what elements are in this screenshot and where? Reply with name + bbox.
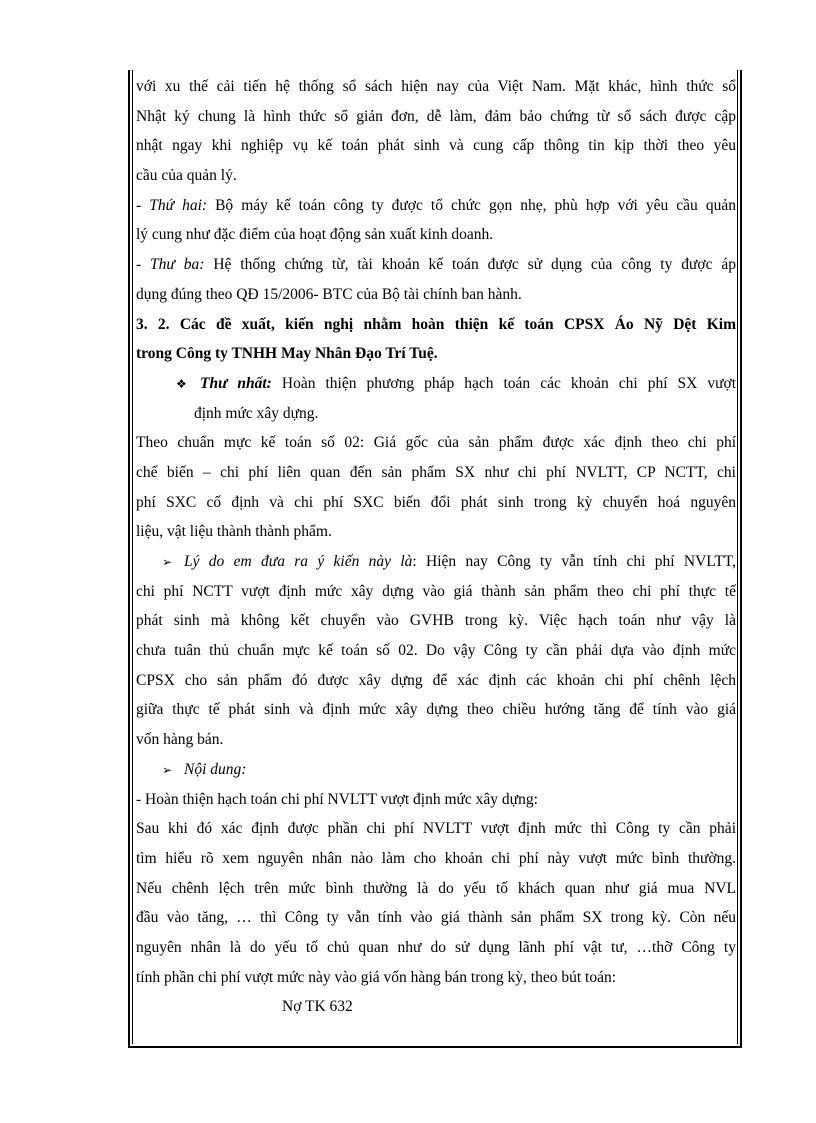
paragraph-line: nguyên nhân là do yếu tố chủ quan như do sử dụng lãnh phí vật tư, …thỡ Công ty — [136, 938, 736, 956]
journal-entry: Nợ TK 632 — [282, 998, 353, 1016]
document-body — [136, 72, 736, 1022]
paragraph-line: chế biến – chi phí liên quan đến sản phẩm SX như chi phí NVLTT, CP NCTT, chi — [136, 463, 736, 481]
section-heading: 3. 2. Các đề xuất, kiến nghị nhằm hoàn thiện kế toán CPSX Áo Nỹ Dệt Kim — [136, 315, 736, 333]
diamond-bullet-icon: ❖ — [176, 376, 187, 391]
paragraph-line: Nhật ký chung là hình thức sổ giản đơn, dễ làm, đảm bảo chứng từ sổ sách được cập — [136, 107, 736, 125]
bullet-line — [136, 547, 736, 577]
paragraph-line — [136, 250, 736, 280]
paragraph-text: Hoàn thiện phương pháp hạch toán các khoản chi phí SX vượt — [281, 374, 736, 392]
label-thu-ba: - Thư ba: — [136, 256, 205, 274]
paragraph-line: với xu thế cải tiến hệ thống sổ sách hiện nay của Việt Nam. Mặt khác, hình thức sổ — [136, 78, 736, 95]
bullet-line — [136, 755, 736, 785]
paragraph-line: giữa thực tế phát sinh và định mức xây dựng theo chiều hướng tăng để tính vào giá — [136, 701, 736, 719]
paragraph-line: chi phí NCTT vượt định mức xây dựng vào giá thành sản phẩm theo chi phí thực tế — [136, 582, 736, 600]
paragraph-line: tính phần chi phí vượt mức này vào giá vốn hàng bán trong kỳ, theo bút toán: — [136, 968, 617, 986]
paragraph-line: phát sinh mà không kết chuyển vào GVHB trong kỳ. Việc hạch toán như vậy là — [136, 612, 736, 630]
paragraph-line: phí SXC cố định và chi phí SXC biến đổi phát sinh trong kỳ chuyển hoá nguyên — [136, 493, 736, 511]
paragraph-line: lý cung như đặc điểm của hoạt động sản xuất kinh doanh. — [136, 226, 494, 244]
label-ly-do: Lý do em đưa ra ý kiến này là — [184, 553, 413, 570]
label-noi-dung: Nội dung: — [184, 760, 247, 778]
paragraph-line: nhật ngay khi nghiệp vụ kế toán phát sinh và cung cấp thông tin kịp thời theo yêu — [136, 137, 736, 155]
section-heading: trong Công ty TNHH May Nhân Đạo Trí Tuệ. — [136, 345, 438, 363]
bullet-line — [136, 369, 736, 399]
paragraph-line: liệu, vật liệu thành thành phẩm. — [136, 523, 332, 541]
arrow-bullet-icon: ➢ — [162, 555, 173, 569]
paragraph-line: đầu vào tăng, … thì Công ty vẫn tính vào giá thành sản phẩm SX trong kỳ. Còn nếu — [136, 909, 736, 927]
paragraph-line: chưa tuân thủ chuẩn mực kế toán số 02. Do vậy Công ty cần phải dựa vào định mức — [136, 642, 736, 660]
paragraph-line: định mức xây dựng. — [194, 404, 319, 422]
paragraph-text: : Hiện nay Công ty vẫn tính chi phí NVLTT, — [412, 553, 736, 570]
paragraph-line: Theo chuẩn mực kế toán số 02: Giá gốc của sản phẩm được xác định theo chi phí — [136, 434, 736, 452]
paragraph-text: Bộ máy kế toán công ty được tổ chức gọn nhẹ, phù hợp với yêu cầu quản — [215, 196, 736, 214]
paragraph-line: vốn hàng bán. — [136, 731, 224, 749]
paragraph-line: tìm hiểu rõ xem nguyên nhân nào làm cho khoản chi phí này vượt mức bình thường. — [136, 849, 736, 867]
paragraph-line: - Hoàn thiện hạch toán chi phí NVLTT vượt định mức xây dựng: — [136, 790, 538, 808]
label-thu-nhat: Thư nhất: — [200, 374, 272, 392]
paragraph-text: Hệ thống chứng từ, tài khoản kế toán được sử dụng của công ty được áp — [213, 256, 736, 274]
paragraph-line — [136, 191, 736, 221]
paragraph-line: Nếu chênh lệch trên mức bình thường là do yếu tố khách quan như giá mua NVL — [136, 879, 736, 897]
paragraph-line: Sau khi đó xác định được phần chi phí NVLTT vượt định mức thì Công ty cần phải — [136, 820, 736, 838]
paragraph-line: cầu của quản lý. — [136, 167, 237, 185]
arrow-bullet-icon: ➢ — [162, 762, 173, 777]
paragraph-line: CPSX cho sản phẩm đó được xây dựng để xác định các khoản chi phí chênh lệch — [136, 671, 736, 689]
label-thu-hai: - Thứ hai: — [136, 196, 208, 214]
paragraph-line: dụng đúng theo QĐ 15/2006- BTC của Bộ tài chính ban hành. — [136, 285, 522, 303]
